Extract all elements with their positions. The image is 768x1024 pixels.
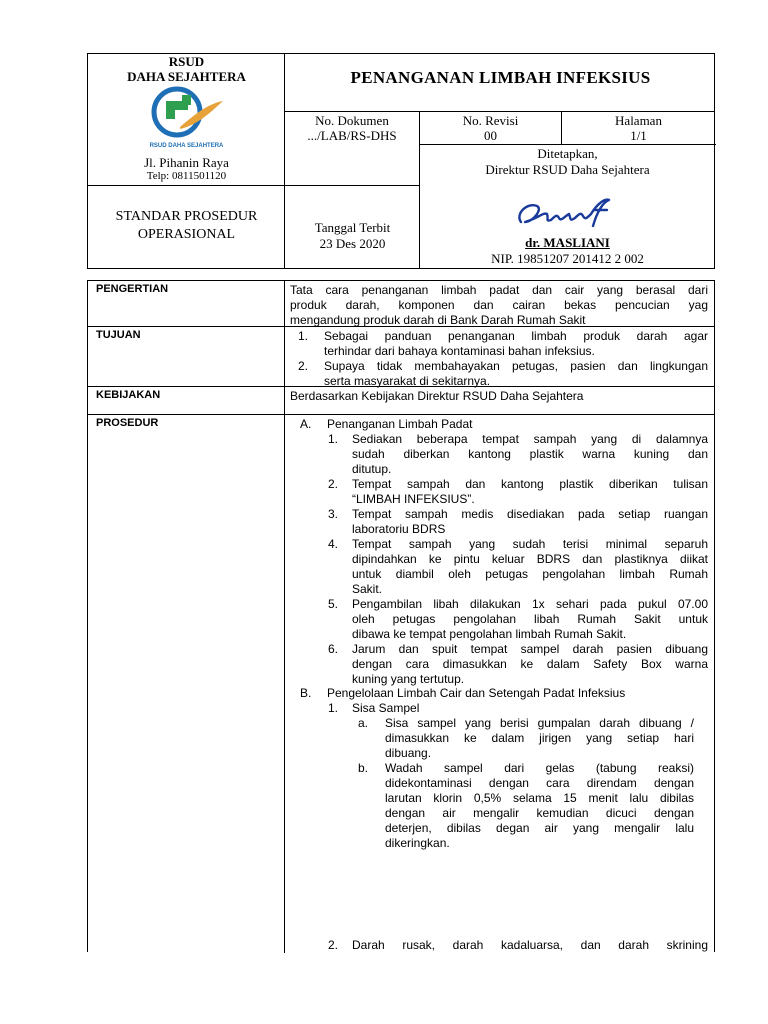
table-divider — [88, 414, 714, 415]
org-name: DAHA SEJAHTERA — [127, 69, 246, 84]
procedure-line: Pengambilan libah dilakukan 1x sehari pada pukul 07.00 — [352, 597, 708, 611]
row-label-kebijakan: KEBIJAKAN — [96, 389, 161, 401]
row-label-prosedur: PROSEDUR — [96, 417, 159, 429]
procedure-line: oleh petugas pengolahan libah Rumah Sakit untuk — [352, 612, 708, 626]
list-number: 5. — [328, 597, 339, 611]
procedure-line: Tempat sampah yang sudah terisi minimal separuh — [352, 537, 708, 551]
issue-date-value: 23 Des 2020 — [319, 236, 386, 251]
section-title: Pengelolaan Limbah Cair dan Setengah Padat Infeksius — [327, 686, 626, 700]
doc-number-value: .../LAB/RS-DHS — [307, 128, 397, 143]
procedure-line: dibuang. — [385, 746, 432, 760]
header-divider — [88, 185, 420, 186]
org-phone: Telp: 0811501120 — [146, 170, 227, 182]
procedure-line: dikeringkan. — [385, 836, 450, 850]
sop-label-line: STANDAR PROSEDUR — [115, 209, 258, 224]
procedure-line: larutan klorin 0,5% selama 15 menit lalu dibilas — [385, 791, 694, 805]
list-number: 1. — [328, 432, 339, 446]
procedure-line: kuning yang tertutup. — [352, 672, 465, 686]
signature — [513, 192, 613, 234]
section-title: Penanganan Limbah Padat — [327, 417, 473, 431]
org-name: RSUD — [168, 54, 205, 69]
logo-caption: RSUD DAHA SEJAHTERA — [149, 143, 224, 149]
procedure-line: dimasukkan ke dalam jirigen yang setiap hari — [385, 731, 694, 745]
procedure-line: didekontaminasi dengan cara direndam dengan — [385, 776, 694, 790]
procedure-line: sudah diberkan kantong plastik warna kuning dan — [352, 447, 708, 461]
document-header — [87, 53, 715, 269]
issue-date-block — [285, 220, 420, 252]
revision-label: No. Revisi — [462, 113, 519, 128]
procedure-line: dibawa ke tempat pengolahan limbah Rumah Sakit. — [352, 627, 627, 641]
procedure-line: Tempat sampah medis disediakan pada setiap ruangan — [352, 507, 708, 521]
list-letter: a. — [358, 716, 369, 730]
kebijakan-text: Berdasarkan Kebijakan Direktur RSUD Daha Sejahtera — [290, 389, 584, 403]
page-value: 1/1 — [630, 128, 647, 143]
row-label-tujuan: TUJUAN — [96, 329, 141, 341]
tujuan-line: terhindar dari bahaya kontaminasi bahan infeksius. — [324, 344, 595, 358]
procedure-line: dengan cara dimasukkan ke dalam Safety Box warna — [352, 657, 708, 671]
revision-value: 00 — [484, 128, 497, 143]
procedure-line: untuk diambil oleh petugas pengolahan limbah Rumah — [352, 567, 708, 581]
row-label-pengertian: PENGERTIAN — [96, 283, 169, 295]
list-number: 1. — [328, 701, 339, 715]
procedure-line: Sediakan beberapa tempat sampah yang di dalamnya — [352, 432, 708, 446]
list-number: 6. — [328, 642, 339, 656]
signer-nip: NIP. 19851207 201412 2 002 — [491, 251, 644, 266]
header-divider — [285, 111, 715, 112]
pengertian-line: produk darah, komponen dan cairan bekas pencucian yag — [290, 298, 708, 312]
org-address: Jl. Pihanin Raya — [144, 155, 229, 170]
list-number: 2. — [298, 359, 309, 373]
list-number: 2. — [328, 938, 339, 952]
procedure-line: Sisa sampel yang berisi gumpalan darah dibuang / — [385, 716, 694, 730]
section-letter: B. — [300, 686, 312, 700]
approved-by: Direktur RSUD Daha Sejahtera — [485, 162, 650, 177]
procedure-line: Sakit. — [352, 582, 383, 596]
issue-date-label: Tanggal Terbit — [314, 220, 391, 235]
procedure-line: dengan air mengalir kemudian dicuci dengan — [385, 806, 694, 820]
list-number: 2. — [328, 477, 339, 491]
section-letter: A. — [300, 417, 312, 431]
procedure-line: Darah rusak, darah kadaluarsa, dan darah skrining — [352, 938, 708, 952]
tujuan-line: Supaya tidak membahayakan petugas, pasien dan lingkungan — [324, 359, 708, 373]
subsection-title: Sisa Sampel — [352, 701, 420, 715]
procedure-line: Jarum dan spuit tempat sampel darah pasien dibuang — [352, 642, 708, 656]
procedure-line: deterjen, dibilas degan air yang mengalir lalu — [385, 821, 694, 835]
list-letter: b. — [358, 761, 369, 775]
procedure-line: dipindahkan ke pintu keluar BDRS dan plastiknya diikat — [352, 552, 708, 566]
tujuan-line: Sebagai panduan penanganan limbah produk darah agar — [324, 329, 708, 343]
tujuan-line: serta masyarakat di sekitarnya. — [324, 374, 491, 388]
procedure-line: Wadah sampel dari gelas (tabung reaksi) — [385, 761, 694, 775]
sop-label-line: OPERASIONAL — [137, 227, 236, 242]
header-divider — [420, 144, 716, 145]
hospital-logo — [150, 85, 224, 143]
signer-name: dr. MASLIANI — [525, 235, 610, 250]
sop-label — [88, 208, 285, 244]
procedure-line: Tempat sampah dan kantong plastik diberikan tulisan — [352, 477, 708, 491]
approved-label: Ditetapkan, — [537, 146, 598, 161]
document-title: PENANGANAN LIMBAH INFEKSIUS — [350, 68, 651, 87]
doc-number-label: No. Dokumen — [315, 113, 389, 128]
page-label: Halaman — [615, 113, 662, 128]
table-divider — [284, 281, 285, 953]
pengertian-line: mengandung produk darah di Bank Darah Rumah Sakit — [290, 313, 586, 327]
list-number: 1. — [298, 329, 309, 343]
procedure-line: “LIMBAH INFEKSIUS”. — [352, 492, 475, 506]
list-number: 3. — [328, 507, 339, 521]
procedure-line: laboratoriu BDRS — [352, 522, 446, 536]
pengertian-line: Tata cara penanganan limbah padat dan cair yang berasal dari — [290, 283, 708, 297]
list-number: 4. — [328, 537, 339, 551]
procedure-line: ditutup. — [352, 462, 392, 476]
procedure-table — [87, 280, 715, 952]
